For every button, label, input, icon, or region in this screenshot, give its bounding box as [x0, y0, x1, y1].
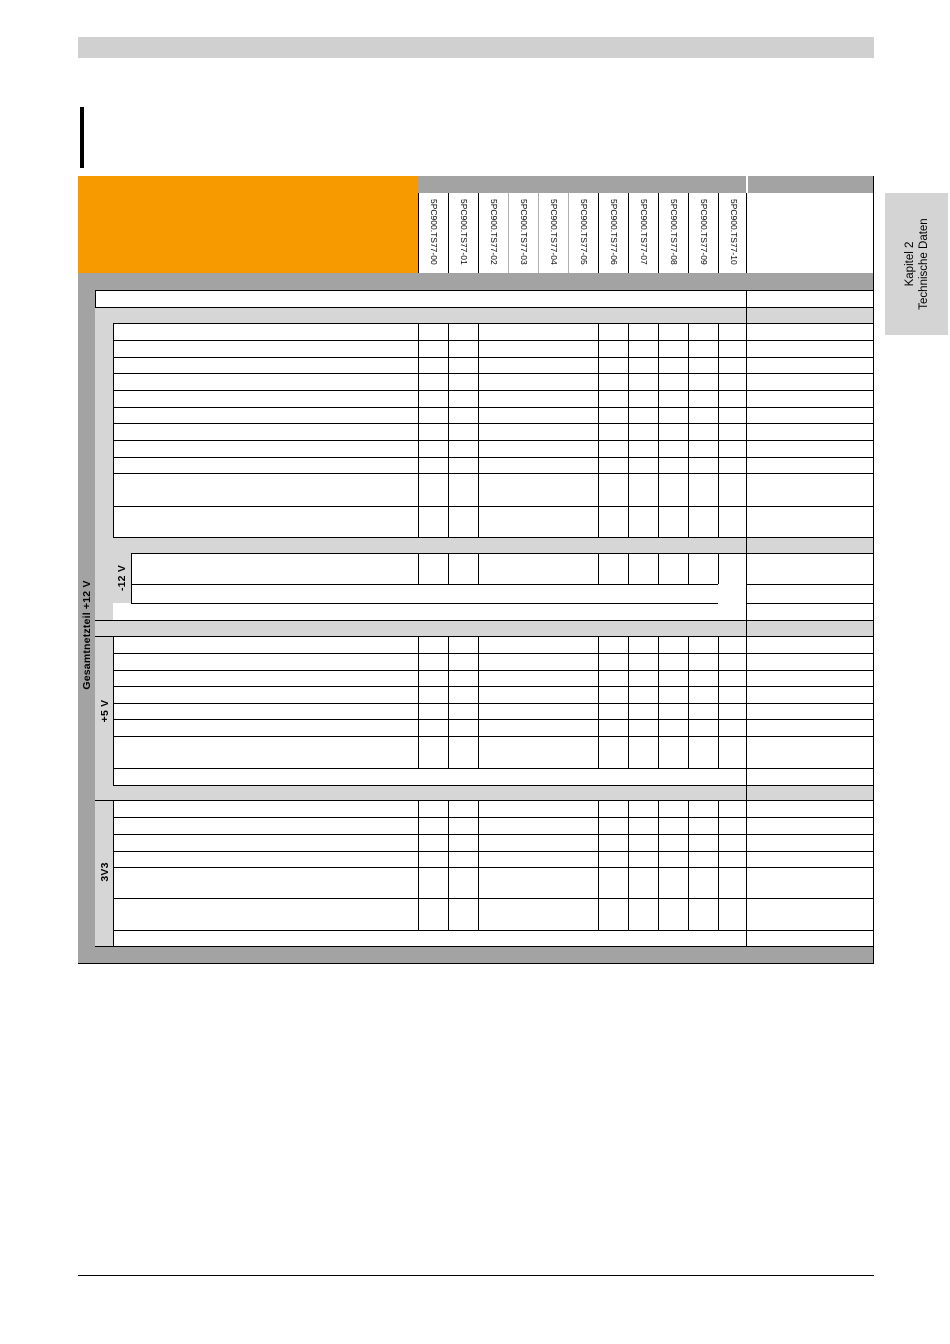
column-rule	[478, 323, 479, 537]
row-rule	[95, 290, 874, 291]
column-header-label: 5PC900.TS77-03	[519, 199, 529, 265]
row-rule	[113, 736, 874, 737]
column-header	[418, 193, 449, 273]
column-header-label: 5PC900.TS77-10	[729, 199, 739, 265]
column-rule	[688, 553, 689, 584]
row-rule	[113, 930, 874, 931]
column-header	[658, 193, 689, 273]
column-header	[538, 193, 569, 273]
column-rule	[688, 323, 689, 537]
section-label-5v: +5 V	[99, 699, 111, 723]
column-header	[688, 193, 719, 273]
row-rule	[113, 851, 874, 852]
row-rule	[113, 323, 874, 324]
row-rule	[113, 898, 874, 899]
row-rule	[113, 785, 874, 786]
table-header-accent	[78, 176, 418, 273]
row-rule	[113, 506, 874, 507]
column-rule	[478, 553, 479, 584]
remark-header	[746, 193, 875, 273]
column-header-label: 5PC900.TS77-01	[459, 199, 469, 265]
column-rule	[628, 553, 629, 584]
column-header	[478, 193, 509, 273]
column-rule	[598, 800, 599, 930]
footer-band	[78, 946, 874, 963]
column-rule	[448, 553, 449, 584]
column-rule	[418, 553, 419, 584]
row-rule	[746, 603, 874, 604]
chapter-tab[interactable]	[885, 193, 948, 335]
footer-rule	[78, 1275, 874, 1276]
column-header	[448, 193, 479, 273]
column-rule	[628, 323, 629, 537]
row-rule	[113, 357, 874, 358]
row-rule	[113, 537, 874, 538]
chapter-tab-text	[903, 218, 931, 309]
column-header	[568, 193, 599, 273]
column-rule	[688, 800, 689, 930]
column-rule	[598, 323, 599, 537]
row-rule	[95, 620, 874, 621]
row-rule	[113, 703, 874, 704]
column-rule	[658, 553, 659, 584]
row-rule	[131, 553, 874, 554]
column-rule	[873, 176, 874, 964]
table-bottom-rule	[78, 963, 874, 964]
section-label-3v3: 3V3	[99, 862, 111, 882]
column-rule	[718, 323, 719, 537]
row-rule	[113, 340, 874, 341]
row-rule	[113, 373, 874, 374]
row-rule	[113, 867, 874, 868]
column-rule	[95, 290, 96, 307]
column-rule	[718, 636, 719, 768]
column-rule	[418, 800, 419, 930]
row-rule	[113, 719, 874, 720]
column-rule	[718, 800, 719, 930]
column-rule	[418, 636, 419, 768]
column-rule	[478, 800, 479, 930]
band-5v	[95, 620, 874, 636]
column-header-label: 5PC900.TS77-09	[699, 199, 709, 265]
column-rule	[658, 800, 659, 930]
row-rule	[113, 817, 874, 818]
column-rule	[418, 323, 419, 537]
row-rule	[113, 653, 874, 654]
column-rule	[448, 323, 449, 537]
column-header	[598, 193, 629, 273]
chapter-tab-line2: Technische Daten	[917, 218, 930, 310]
header-bar	[78, 37, 874, 58]
row-rule	[113, 636, 874, 637]
row-rule	[113, 440, 874, 441]
column-rule	[658, 636, 659, 768]
column-rule	[718, 553, 719, 584]
row-rule	[113, 473, 874, 474]
column-header	[718, 193, 749, 273]
column-rule	[113, 800, 114, 946]
column-header-gap	[746, 176, 748, 193]
row-rule	[113, 800, 874, 801]
row-rule	[746, 584, 874, 585]
row-rule	[113, 423, 874, 424]
column-header-label: 5PC900.TS77-02	[489, 199, 499, 265]
band-12v	[95, 307, 874, 323]
column-header-label: 5PC900.TS77-08	[669, 199, 679, 265]
column-header	[628, 193, 659, 273]
band-minus12	[113, 537, 874, 553]
column-header-label: 5PC900.TS77-07	[639, 199, 649, 265]
column-rule	[598, 553, 599, 584]
chapter-tab-line1: Kapitel 2	[903, 241, 916, 287]
column-rule	[628, 636, 629, 768]
row-rule	[95, 307, 874, 308]
row-rule	[113, 670, 874, 671]
header-band	[78, 273, 874, 290]
column-rule	[448, 636, 449, 768]
row-rule	[113, 768, 874, 769]
column-rule	[688, 636, 689, 768]
column-rule	[478, 636, 479, 768]
row-rule	[113, 457, 874, 458]
row-rule	[113, 834, 874, 835]
column-header-label: 5PC900.TS77-05	[579, 199, 589, 265]
column-rule	[658, 323, 659, 537]
column-header-strip	[418, 176, 874, 193]
column-rule	[598, 636, 599, 768]
column-header-label: 5PC900.TS77-04	[549, 199, 559, 265]
column-rule	[448, 800, 449, 930]
row-rule	[95, 946, 874, 947]
column-header	[508, 193, 539, 273]
column-header-label: 5PC900.TS77-06	[609, 199, 619, 265]
row-rule	[131, 584, 718, 585]
band-3v3	[95, 785, 874, 800]
group-label: Gesamtnetzteil +12 V	[81, 580, 93, 690]
column-rule	[113, 636, 114, 785]
row-rule	[113, 686, 874, 687]
column-rule	[746, 290, 747, 946]
row-rule	[131, 603, 718, 604]
heading-marker	[80, 107, 84, 168]
column-rule	[131, 553, 132, 603]
section-label-minus12: -12 V	[116, 564, 128, 592]
row-rule	[113, 390, 874, 391]
column-header-label: 5PC900.TS77-00	[429, 199, 439, 265]
column-rule	[113, 323, 114, 537]
row-rule	[113, 407, 874, 408]
section-12v-column	[95, 307, 113, 637]
column-rule	[628, 800, 629, 930]
